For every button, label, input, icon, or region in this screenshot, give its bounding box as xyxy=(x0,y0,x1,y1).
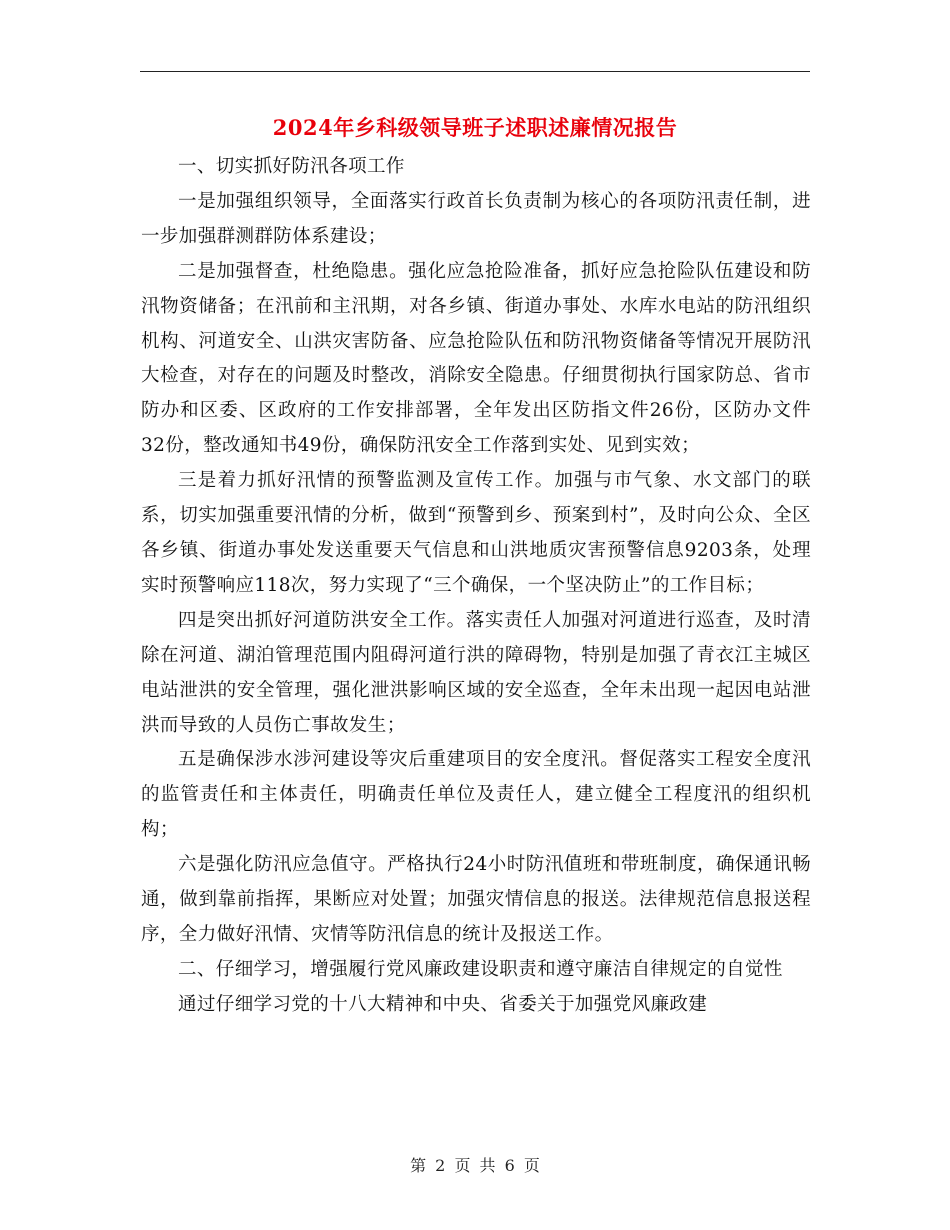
document-body xyxy=(141,150,811,1023)
body-paragraph: 六是强化防汛应急值守。严格执行24小时防汛值班和带班制度，确保通讯畅通，做到靠前指挥，果断应对处置；加强灾情信息的报送。法律规范信息报送程序，全力做好汛情、灾情等防汛信息的统计及报送工作。 xyxy=(141,854,811,945)
body-paragraph: 二是加强督查，杜绝隐患。强化应急抢险准备，抓好应急抢险队伍建设和防汛物资储备；在汛前和主汛期，对各乡镇、街道办事处、水库水电站的防汛组织机构、河道安全、山洪灾害防备、应急抢险队伍和防汛物资储备等情况开展防汛大检查，对存在的问题及时整改，消除安全隐患。仔细贯彻执行国家防总、省市防办和区委、区政府的工作安排部署，全年发出区防指文件26份，区防办文件32份，整改通知书49份，确保防汛安全工作落到实处、见到实效； xyxy=(141,260,811,457)
body-paragraph: 通过仔细学习党的十八大精神和中央、省委关于加强党风廉政建 xyxy=(178,993,708,1015)
page-footer: 第 2 页 共 6 页 xyxy=(410,1156,540,1175)
body-paragraph: 五是确保涉水涉河建设等灾后重建项目的安全度汛。督促落实工程安全度汛的监管责任和主体责任，明确责任单位及责任人，建立健全工程度汛的组织机构； xyxy=(141,749,811,841)
document-title: 2024年乡科级领导班子述职述廉情况报告 xyxy=(272,115,678,140)
body-paragraph: 四是突出抓好河道防洪安全工作。落实责任人加强对河道进行巡查，及时清除在河道、湖泊管理范围内阻碍河道行洪的障碍物，特别是加强了青衣江主城区电站泄洪的安全管理，强化泄洪影响区域的安全巡查，全年未出现一起因电站泄洪而导致的人员伤亡事故发生； xyxy=(141,609,811,736)
section-heading-1: 一、切实抓好防汛各项工作 xyxy=(178,156,405,177)
body-paragraph: 一是加强组织领导，全面落实行政首长负责制为核心的各项防汛责任制，进一步加强群测群防体系建设； xyxy=(141,190,811,247)
header-rule xyxy=(140,71,810,72)
section-heading-2: 二、仔细学习，增强履行党风廉政建设职责和遵守廉洁自律规定的自觉性 xyxy=(178,958,783,980)
body-paragraph: 三是着力抓好汛情的预警监测及宣传工作。加强与市气象、水文部门的联系，切实加强重要汛情的分析，做到“预警到乡、预案到村”，及时向公众、全区各乡镇、街道办事处发送重要天气信息和山洪地质灾害预警信息9203条，处理实时预警响应118次，努力实现了“三个确保，一个坚决防止”的工作目标； xyxy=(141,470,811,596)
